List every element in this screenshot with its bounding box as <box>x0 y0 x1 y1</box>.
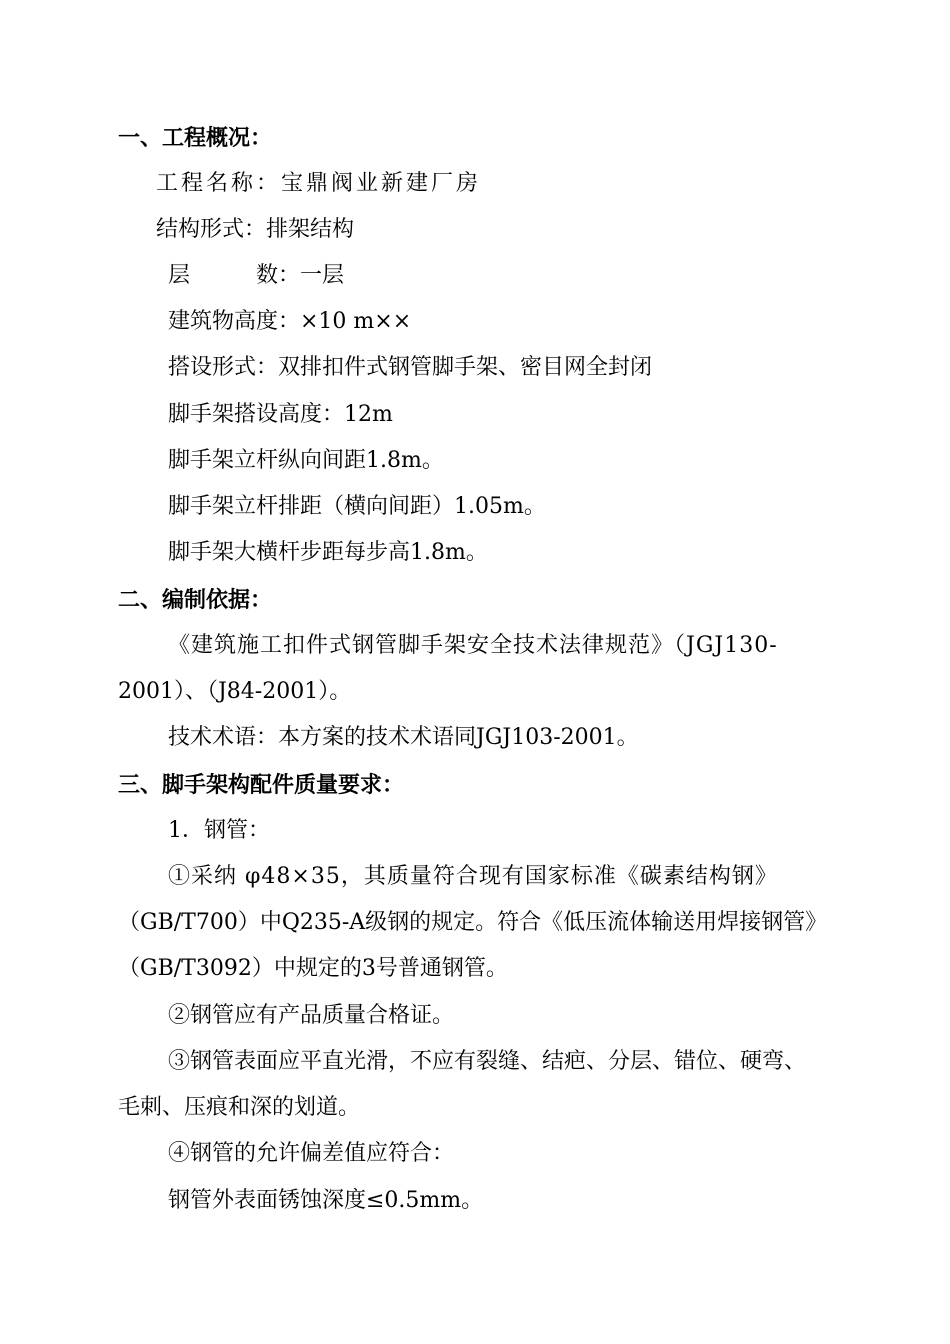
section-heading-overview: 一、工程概况： <box>118 125 273 151</box>
technical-terms: 技术术语：本方案的技术术语同JGJ103-2001。 <box>168 725 639 750</box>
basis-standard-line1: 《建筑施工扣件式钢管脚手架安全技术法律规范》（JGJ130- <box>168 633 778 658</box>
pipe-spec-line1: ①采纳 φ48×35，其质量符合现有国家标准《碳素结构钢》 <box>168 864 778 889</box>
pole-longitudinal-spacing: 脚手架立杆纵向间距1.8m。 <box>168 448 444 473</box>
item-steel-pipe: 1．钢管： <box>168 818 270 843</box>
pipe-spec-line3: （GB/T3092）中规定的3号普通钢管。 <box>118 956 508 981</box>
structure-form: 结构形式：排架结构 <box>156 217 355 242</box>
erection-form: 搭设形式：双排扣件式钢管脚手架、密目网全封闭 <box>168 355 653 380</box>
project-name: 工程名称：宝鼎阀业新建厂房 <box>156 171 482 196</box>
building-height: 建筑物高度：×10 m×× <box>168 309 412 334</box>
section-heading-basis: 二、编制依据： <box>118 587 273 613</box>
pole-row-spacing: 脚手架立杆排距（横向间距）1.05m。 <box>168 494 546 519</box>
pipe-tolerance: ④钢管的允许偏差值应符合： <box>168 1141 455 1166</box>
basis-standard-line2: 2001）、（J84-2001）。 <box>118 679 352 704</box>
pipe-surface-line2: 毛刺、压痕和深的划道。 <box>118 1095 361 1120</box>
pipe-spec-line2: （GB/T700）中Q235-A级钢的规定。符合《低压流体输送用焊接钢管》 <box>118 910 828 935</box>
pipe-corrosion-depth: 钢管外表面锈蚀深度≤0.5mm。 <box>168 1188 484 1213</box>
scaffold-height: 脚手架搭设高度：12m <box>168 402 393 427</box>
pipe-certificate: ②钢管应有产品质量合格证。 <box>168 1003 455 1028</box>
ledger-step: 脚手架大横杆步距每步高1.8m。 <box>168 540 488 565</box>
floor-count: 层 数：一层 <box>168 263 345 288</box>
pipe-surface-line1: ③钢管表面应平直光滑，不应有裂缝、结疤、分层、错位、硬弯、 <box>168 1049 807 1074</box>
section-heading-quality: 三、脚手架构配件质量要求： <box>118 772 405 798</box>
